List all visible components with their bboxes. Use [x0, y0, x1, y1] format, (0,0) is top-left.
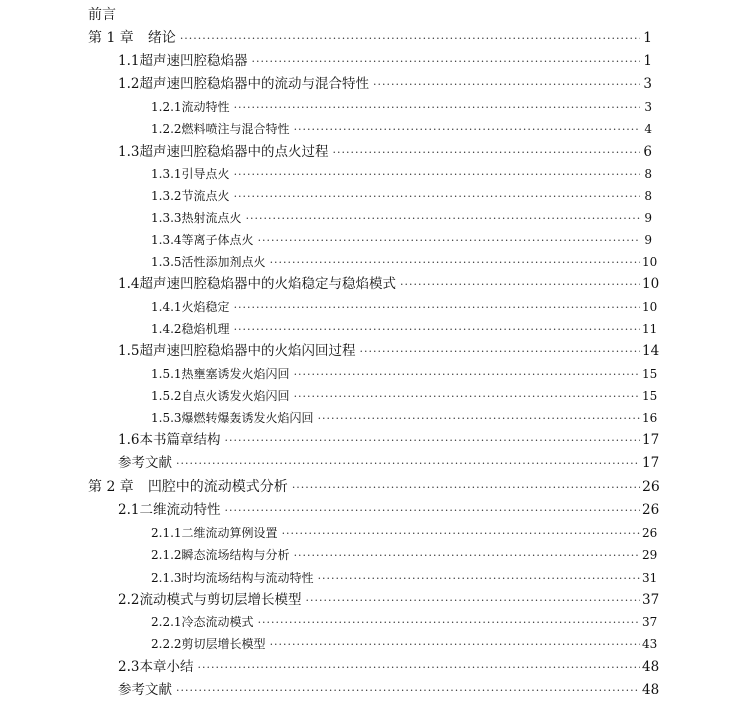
toc-page-number: 48 — [642, 682, 660, 698]
toc-section-number: 1.2 — [118, 76, 140, 92]
toc-subsection[interactable] — [151, 385, 658, 407]
toc-subsection-number: 2.1.1 — [151, 526, 182, 540]
toc-section-title: 超声速凹腔稳焰器 — [139, 53, 248, 69]
toc-chapter-number: 第 2 章 — [88, 479, 134, 495]
toc-section[interactable] — [118, 273, 660, 295]
toc-subsection[interactable] — [151, 163, 652, 185]
toc-page-number: 3 — [643, 76, 652, 92]
toc-chapter[interactable] — [88, 476, 660, 498]
dot-leader — [282, 523, 640, 545]
toc-page-number: 43 — [642, 637, 658, 651]
toc-page-number: 26 — [642, 479, 660, 495]
toc-page-number: 8 — [644, 189, 652, 203]
dot-leader — [180, 28, 640, 50]
dot-leader — [305, 590, 640, 612]
toc-page-number: 17 — [642, 432, 660, 448]
toc-section[interactable] — [118, 73, 652, 95]
toc-subsection[interactable] — [151, 185, 652, 207]
toc-page-number: 9 — [644, 211, 652, 225]
dot-leader — [292, 477, 640, 499]
toc-subsection-title: 二维流动算例设置 — [181, 526, 278, 540]
toc-subsection-title: 热壅塞诱发火焰闪回 — [181, 367, 290, 381]
toc-subsection[interactable] — [151, 96, 652, 118]
toc-subsection-number: 1.3.1 — [151, 167, 182, 181]
toc-chapter[interactable] — [88, 27, 652, 49]
toc-section-number: 1.3 — [118, 144, 140, 160]
toc-section-number: 1.1 — [118, 53, 140, 69]
dot-leader — [359, 341, 640, 363]
dot-leader — [258, 612, 640, 634]
dot-leader — [234, 164, 640, 186]
dot-leader — [234, 319, 640, 341]
dot-leader — [270, 634, 640, 656]
toc-subsection[interactable] — [151, 318, 658, 340]
toc-subsection[interactable] — [151, 251, 658, 273]
dot-leader — [400, 274, 640, 296]
toc-subsection-title: 剪切层增长模型 — [181, 637, 266, 651]
toc-subsection-number: 1.2.2 — [151, 122, 182, 136]
toc-section-title: 超声速凹腔稳焰器中的火焰稳定与稳焰模式 — [139, 276, 396, 292]
dot-leader — [197, 657, 640, 679]
toc-subsection-title: 活性添加剂点火 — [181, 255, 266, 269]
toc-section-title: 流动模式与剪切层增长模型 — [139, 592, 302, 608]
toc-chapter-title: 绪论 — [147, 30, 176, 46]
dot-leader — [294, 364, 640, 386]
dot-leader — [270, 252, 640, 274]
toc-subsection[interactable] — [151, 544, 658, 566]
dot-leader — [234, 297, 640, 319]
toc-subsection-number: 2.1.2 — [151, 548, 182, 562]
toc-subsection-number: 1.3.5 — [151, 255, 182, 269]
toc-references[interactable] — [118, 452, 660, 474]
toc-page-number: 29 — [642, 548, 658, 562]
toc-chapter-number: 第 1 章 — [88, 30, 134, 46]
toc-page-number: 14 — [642, 343, 660, 359]
dot-leader — [332, 142, 640, 164]
toc-subsection-number: 2.1.3 — [151, 571, 182, 585]
toc-page-number: 48 — [642, 659, 660, 675]
toc-page-number: 6 — [643, 144, 652, 160]
toc-subsection[interactable] — [151, 118, 652, 140]
toc-subsection-number: 1.5.2 — [151, 389, 182, 403]
toc-page-number: 15 — [642, 389, 658, 403]
toc-references-title: 参考文献 — [118, 682, 172, 698]
toc-subsection-title: 流动特性 — [181, 100, 230, 114]
dot-leader — [318, 408, 640, 430]
toc-subsection[interactable] — [151, 296, 658, 318]
toc-section-number: 2.1 — [118, 502, 140, 518]
toc-front-matter[interactable] — [88, 4, 652, 26]
toc-section[interactable] — [118, 499, 660, 521]
toc-page-number: 11 — [642, 322, 658, 336]
toc-subsection[interactable] — [151, 522, 658, 544]
toc-section-title: 本章小结 — [139, 659, 194, 675]
toc-references-title: 参考文献 — [118, 455, 172, 471]
dot-leader — [234, 186, 640, 208]
toc-subsection-number: 1.5.1 — [151, 367, 182, 381]
toc-page-number: 16 — [642, 411, 658, 425]
toc-page-number: 17 — [642, 455, 660, 471]
toc-subsection-number: 1.3.4 — [151, 233, 182, 247]
toc-subsection-title: 燃料喷注与混合特性 — [181, 122, 290, 136]
toc-subsection-number: 2.2.1 — [151, 615, 182, 629]
toc-section-number: 2.2 — [118, 592, 140, 608]
toc-subsection-title: 火焰稳定 — [181, 300, 230, 314]
toc-page-number: 26 — [642, 502, 660, 518]
toc-section-number: 1.4 — [118, 276, 140, 292]
dot-leader — [246, 208, 640, 230]
toc-subsection[interactable] — [151, 363, 658, 385]
dot-leader — [176, 453, 640, 475]
toc-page-number: 8 — [644, 167, 652, 181]
toc-subsection-title: 引导点火 — [181, 167, 230, 181]
toc-subsection[interactable] — [151, 633, 658, 655]
dot-leader — [251, 51, 640, 73]
dot-leader — [294, 545, 640, 567]
toc-section-title: 超声速凹腔稳焰器中的点火过程 — [139, 144, 329, 160]
toc-page-number: 10 — [642, 300, 658, 314]
toc-subsection[interactable] — [151, 207, 652, 229]
toc-subsection-number: 1.3.2 — [151, 189, 182, 203]
toc-subsection-title: 稳焰机理 — [181, 322, 230, 336]
toc-subsection-title: 爆燃转爆轰诱发火焰闪回 — [181, 411, 314, 425]
toc-section[interactable] — [118, 50, 652, 72]
toc-section-number: 1.5 — [118, 343, 140, 359]
toc-subsection-number: 1.3.3 — [151, 211, 182, 225]
toc-chapter-title: 凹腔中的流动模式分析 — [147, 479, 288, 495]
dot-leader — [224, 430, 640, 452]
dot-leader — [224, 500, 640, 522]
toc-subsection[interactable] — [151, 611, 658, 633]
toc-page-number: 10 — [642, 255, 658, 269]
dot-leader — [373, 74, 640, 96]
toc-subsection-title: 冷态流动模式 — [181, 615, 254, 629]
toc-subsection-title: 自点火诱发火焰闪回 — [181, 389, 290, 403]
toc-subsection[interactable] — [151, 567, 658, 589]
toc-page-number: 1 — [643, 53, 652, 69]
toc-section-title: 本书篇章结构 — [139, 432, 221, 448]
toc-section[interactable] — [118, 429, 660, 451]
toc-subsection-number: 1.4.2 — [151, 322, 182, 336]
toc-front-title: 前言 — [88, 7, 116, 23]
dot-leader — [176, 680, 640, 702]
dot-leader — [258, 230, 640, 252]
toc-page-number: 4 — [644, 122, 652, 136]
toc-page-number: 1 — [643, 30, 652, 46]
toc-page-number: 3 — [644, 100, 652, 114]
toc-page-number: 10 — [642, 276, 660, 292]
dot-leader — [294, 386, 640, 408]
toc-page-number: 37 — [642, 615, 658, 629]
toc-subsection-title: 热射流点火 — [181, 211, 242, 225]
toc-subsection-number: 1.5.3 — [151, 411, 182, 425]
toc-section-number: 1.6 — [118, 432, 140, 448]
toc-references[interactable] — [118, 679, 660, 701]
toc-section-number: 2.3 — [118, 659, 140, 675]
toc-section[interactable] — [118, 589, 660, 611]
toc-subsection-title: 节流点火 — [181, 189, 230, 203]
toc-page-number: 37 — [642, 592, 660, 608]
toc-subsection-title: 等离子体点火 — [181, 233, 254, 247]
toc-section[interactable] — [118, 656, 660, 678]
toc-page-number: 15 — [642, 367, 658, 381]
toc-page-number: 26 — [642, 526, 658, 540]
toc-page-number: 31 — [642, 571, 658, 585]
dot-leader — [318, 568, 640, 590]
dot-leader — [234, 97, 640, 119]
dot-leader — [294, 119, 640, 141]
toc-page-number: 9 — [644, 233, 652, 247]
toc-subsection-number: 1.2.1 — [151, 100, 182, 114]
toc-subsection-number: 2.2.2 — [151, 637, 182, 651]
toc-section[interactable] — [118, 141, 652, 163]
toc-subsection-title: 时均流场结构与流动特性 — [181, 571, 314, 585]
toc-subsection[interactable] — [151, 229, 652, 251]
toc-subsection-title: 瞬态流场结构与分析 — [181, 548, 290, 562]
toc-section[interactable] — [118, 340, 660, 362]
toc-section-title: 超声速凹腔稳焰器中的流动与混合特性 — [139, 76, 369, 92]
toc-subsection-number: 1.4.1 — [151, 300, 182, 314]
toc-section-title: 二维流动特性 — [139, 502, 221, 518]
toc-section-title: 超声速凹腔稳焰器中的火焰闪回过程 — [139, 343, 356, 359]
toc-subsection[interactable] — [151, 407, 658, 429]
